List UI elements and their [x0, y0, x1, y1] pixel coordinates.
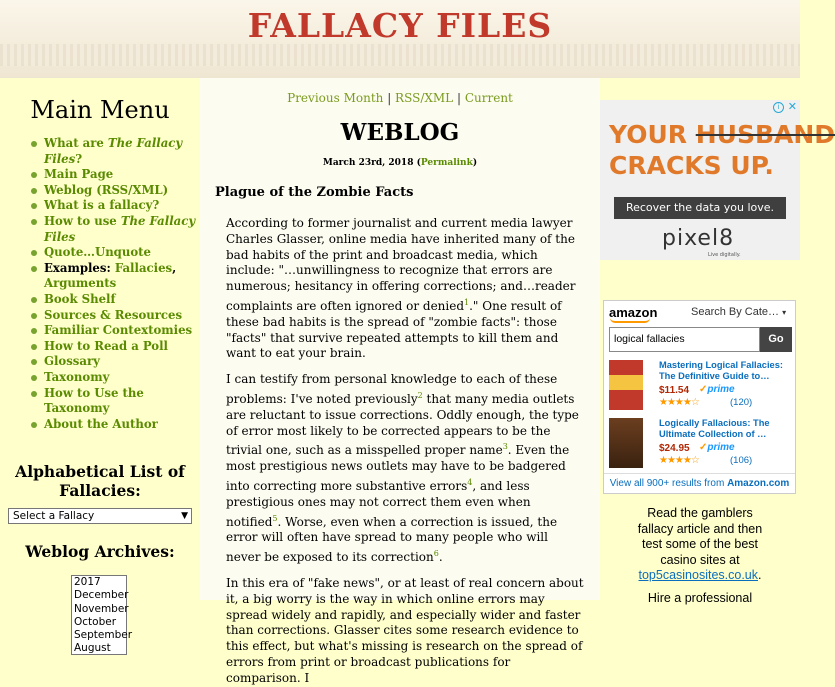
product-title[interactable]: Logically Fallacious: The Ultimate Collection of … [659, 418, 770, 439]
right-sidebar [600, 78, 835, 605]
archive-option[interactable]: November [74, 602, 129, 615]
previous-month-link[interactable]: Previous Month [287, 91, 384, 105]
post-heading: Plague of the Zombie Facts [215, 185, 414, 200]
go-button[interactable]: Go [760, 327, 792, 352]
menu-item-use-taxonomy[interactable]: How to Use the Taxonomy [30, 386, 200, 417]
pixel8-logo: pixel8 [662, 226, 735, 251]
chevron-down-icon: ▼ [181, 511, 188, 522]
weblog-content [200, 78, 600, 685]
product-item[interactable] [609, 418, 792, 473]
menu-item-about-author[interactable]: About the Author [30, 417, 200, 433]
archive-option[interactable]: October [74, 615, 117, 628]
archive-option[interactable]: December [74, 589, 129, 602]
menu-item-taxonomy[interactable]: Taxonomy [30, 370, 200, 386]
pixel8-tagline: Live digitally. [708, 252, 741, 258]
amazon-widget-header [604, 301, 795, 325]
casino-site-link[interactable]: top5casinosites.co.uk [638, 568, 759, 582]
archive-option[interactable]: August [74, 642, 111, 655]
review-count[interactable]: (106) [730, 455, 753, 466]
page-title: WEBLOG [340, 119, 460, 146]
menu-item-book-shelf[interactable]: Book Shelf [30, 292, 200, 308]
view-all-results-link[interactable]: View all 900+ results from Amazon.com [604, 473, 795, 493]
star-rating-icon: ★★★★☆ [659, 397, 699, 408]
casino-promo-text: Read the gamblers fallacy article and then test some of the best casino sites at top5casinosites.co.uk. [637, 506, 763, 582]
footnote-5-link[interactable]: 5 [272, 513, 278, 523]
footnote-2-link[interactable]: 2 [417, 390, 423, 400]
amazon-search [609, 327, 790, 353]
menu-item-what-is-fallacy[interactable]: What is a fallacy? [30, 198, 200, 214]
main-menu-title: Main Menu [30, 96, 170, 124]
product-item[interactable] [609, 360, 792, 415]
archive-option[interactable]: September [74, 629, 133, 642]
arguments-link[interactable]: Arguments [44, 276, 117, 291]
amazon-logo[interactable]: amazon [609, 305, 658, 320]
ad-tagline-bar: Recover the data you love. [614, 197, 786, 219]
menu-item-glossary[interactable]: Glossary [30, 354, 200, 370]
search-input[interactable]: logical fallacies [609, 327, 760, 352]
chevron-down-icon: ▾ [782, 308, 787, 317]
menu-item-quote[interactable]: Quote…Unquote [30, 245, 200, 261]
fallacies-link[interactable]: Fallacies [114, 260, 173, 275]
prime-badge: ✓prime [699, 442, 735, 453]
menu-item-main-page[interactable]: Main Page [30, 167, 200, 183]
footnote-1-link[interactable]: 1 [464, 297, 470, 307]
pixel8-ad[interactable] [600, 100, 835, 260]
site-title[interactable]: FALLACY FILES [247, 6, 553, 45]
close-icon[interactable]: ✕ [787, 100, 797, 113]
paragraph-1: According to former journalist and current media lawyer Charles Glasser, online media have inherited many of the bad habits of the print and broadcast media, which include: "…unwillingness to recognize that errors are numerous; hesitancy in offering corrections; and…reader complaints are often ignored or denied$^1$." One result of these bad habits is the spread of "zombie facts": those "facts" that survive repeated attempts to kill them and want to eat your brain. [226, 216, 576, 361]
post-date: March 23rd, 2018 (Permalink) [322, 158, 478, 168]
main-menu [30, 136, 200, 432]
fallacy-select[interactable]: Select a Fallacy ▼ [8, 508, 192, 524]
menu-item-how-to-use[interactable]: How to use The Fallacy Files [30, 214, 200, 245]
weblog-archives-title: Weblog Archives: [25, 542, 175, 562]
search-category-dropdown[interactable]: Search By Cate… ▾ [691, 306, 787, 318]
archives-listbox[interactable] [71, 575, 133, 655]
amazon-smile-icon [610, 318, 650, 323]
month-nav: Previous Month | RSS/XML | Current [287, 91, 513, 105]
rss-link[interactable]: RSS/XML [395, 91, 454, 105]
prime-badge: ✓prime [699, 384, 735, 395]
footnote-4-link[interactable]: 4 [467, 477, 473, 487]
menu-item-examples: Examples: Fallacies, Arguments [30, 261, 200, 292]
alphabetical-list-title: Alphabetical List of Fallacies: [15, 462, 185, 501]
amazon-widget [603, 300, 796, 494]
header-band [0, 44, 800, 66]
product-price: $24.95 [659, 443, 690, 454]
star-rating-icon: ★★★★☆ [659, 455, 699, 466]
paragraph-3: In this era of "fake news", or at least of real concern about it, a big worry is the way in which online errors may spread widely and rapidly, and especially wider and faster than corrections. Glasser cites some research evidence to this effect, but what's missing is research on the spread of errors from print or broadcast publications for comparison. I [226, 575, 584, 685]
archive-option[interactable]: 2017 [74, 576, 101, 589]
review-count[interactable]: (120) [730, 397, 753, 408]
menu-item-weblog[interactable]: Weblog (RSS/XML) [30, 183, 200, 199]
left-sidebar [0, 78, 200, 655]
menu-item-read-poll[interactable]: How to Read a Poll [30, 339, 200, 355]
book-cover-image[interactable] [609, 418, 643, 468]
ad-headline-1: YOUR HUSBAND [609, 120, 835, 149]
ad-info-icon[interactable]: i [773, 102, 784, 113]
menu-item-what-are[interactable]: What are The Fallacy Files? [30, 136, 200, 167]
current-link[interactable]: Current [464, 91, 513, 105]
book-cover-image[interactable] [609, 360, 643, 410]
paragraph-2: I can testify from personal knowledge to each of these problems: I've noted previously$^2$ that many media outlets are reluctant to issue corrections. Oddly enough, the type of error most likely to be corrected appears to be the trivial one, such as a misspelled proper name$^3$. Even the most prestigious news outlets may have to be badgered into correcting more substantive errors$^4$, and less prestigious ones may not correct them even when notified$^5$. Worse, even when a correction is issued, the error will often have spread to many people who will never be exposed to its correction$^6$. [226, 372, 579, 565]
site-header [0, 0, 800, 78]
product-title[interactable]: Mastering Logical Fallacies: The Definitive Guide to… [659, 360, 783, 381]
footnote-3-link[interactable]: 3 [502, 442, 508, 452]
product-price: $11.54 [659, 385, 690, 396]
footnote-6-link[interactable]: 6 [433, 549, 439, 559]
menu-item-contextomies[interactable]: Familiar Contextomies [30, 323, 200, 339]
permalink-link[interactable]: Permalink [420, 158, 473, 168]
ad-headline-2: CRACKS UP. [609, 151, 774, 180]
menu-item-sources[interactable]: Sources & Resources [30, 308, 200, 324]
hire-promo-text: Hire a professional [647, 591, 753, 605]
